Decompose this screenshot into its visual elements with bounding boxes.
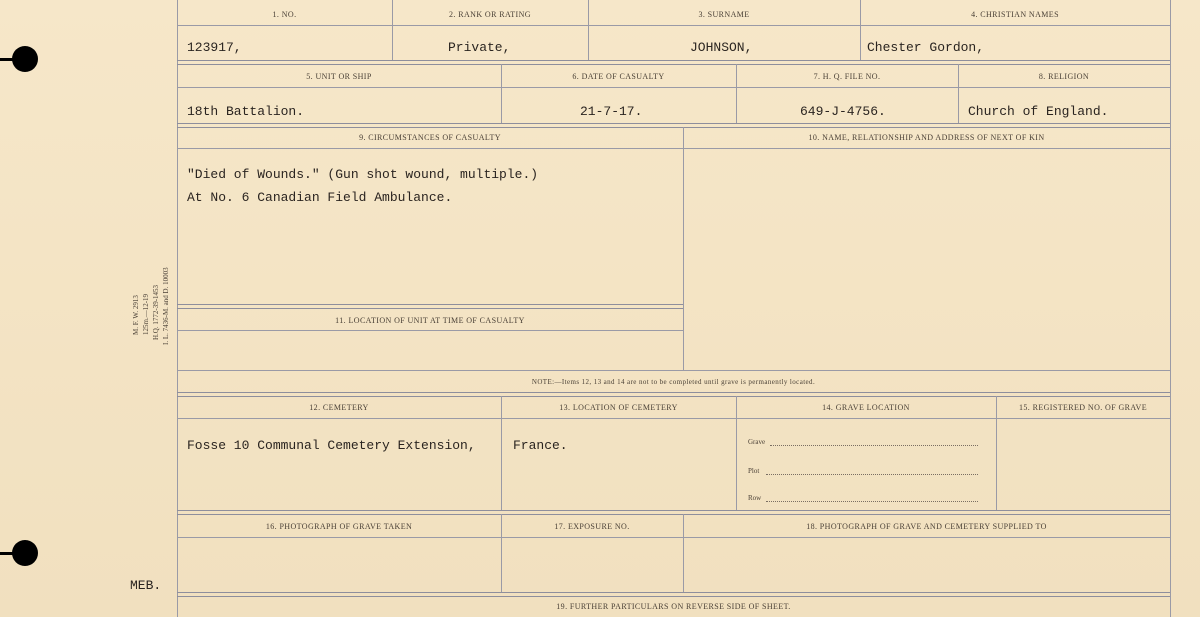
print-run: 125m.—12-19 xyxy=(142,293,150,335)
rank-value: Private, xyxy=(448,40,511,55)
christian-names-value: Chester Gordon, xyxy=(867,40,985,55)
label-no: 1. NO. xyxy=(272,10,297,19)
right-border xyxy=(1170,0,1171,617)
note-text: NOTE:—Items 12, 13 and 14 are not to be completed until grave is permanently located. xyxy=(531,378,816,386)
binder-hole-icon xyxy=(12,46,38,72)
circumstances-line-2: At No. 6 Canadian Field Ambulance. xyxy=(187,190,453,205)
service-number: 123917, xyxy=(187,40,242,55)
label-hq-file: 7. H. Q. FILE NO. xyxy=(813,72,881,81)
label-photo-supplied: 18. PHOTOGRAPH OF GRAVE AND CEMETERY SUPPLIED TO xyxy=(806,522,1047,531)
il-reference: I. L. 7436-M. and D. 10003 xyxy=(162,267,170,345)
label-registered-no: 15. REGISTERED NO. OF GRAVE xyxy=(1019,403,1147,412)
cemetery-location-value: France. xyxy=(513,438,568,453)
religion-value: Church of England. xyxy=(968,104,1109,119)
label-next-of-kin: 10. NAME, RELATIONSHIP AND ADDRESS OF NEXT OF KIN xyxy=(808,133,1045,142)
date-value: 21-7-17. xyxy=(580,104,643,119)
label-unit: 5. UNIT OR SHIP xyxy=(306,72,372,81)
label-further-particulars: 19. FURTHER PARTICULARS ON REVERSE SIDE OF SHEET. xyxy=(556,602,791,611)
label-surname: 3. SURNAME xyxy=(698,10,750,19)
label-christian-names: 4. CHRISTIAN NAMES xyxy=(971,10,1059,19)
label-rank: 2. RANK OR RATING xyxy=(449,10,531,19)
plot-field-label: Plot xyxy=(748,467,760,475)
grave-field-label: Grave xyxy=(748,438,766,446)
hq-reference: H.Q. 1772-39-1453 xyxy=(152,284,160,340)
binder-hole-icon xyxy=(12,540,38,566)
label-photo-taken: 16. PHOTOGRAPH OF GRAVE TAKEN xyxy=(265,522,413,531)
cemetery-value: Fosse 10 Communal Cemetery Extension, xyxy=(187,438,476,453)
hq-file-value: 649-J-4756. xyxy=(800,104,886,119)
label-date: 6. DATE OF CASUALTY xyxy=(572,72,665,81)
label-exposure: 17. EXPOSURE NO. xyxy=(554,522,630,531)
unit-value: 18th Battalion. xyxy=(187,104,305,119)
label-cemetery-location: 13. LOCATION OF CEMETERY xyxy=(559,403,678,412)
label-grave-location: 14. GRAVE LOCATION xyxy=(822,403,910,412)
clerk-initials: MEB. xyxy=(130,578,162,593)
label-location-unit: 11. LOCATION OF UNIT AT TIME OF CASUALTY xyxy=(335,316,525,325)
form-number: M. F. W. 2913 xyxy=(132,295,140,335)
row-field-label: Row xyxy=(748,494,762,502)
label-circumstances: 9. CIRCUMSTANCES OF CASUALTY xyxy=(359,133,501,142)
circumstances-line-1: "Died of Wounds." (Gun shot wound, multiple.) xyxy=(187,167,539,182)
label-cemetery: 12. CEMETERY xyxy=(309,403,369,412)
label-religion: 8. RELIGION xyxy=(1038,72,1090,81)
surname-value: JOHNSON, xyxy=(690,40,753,55)
